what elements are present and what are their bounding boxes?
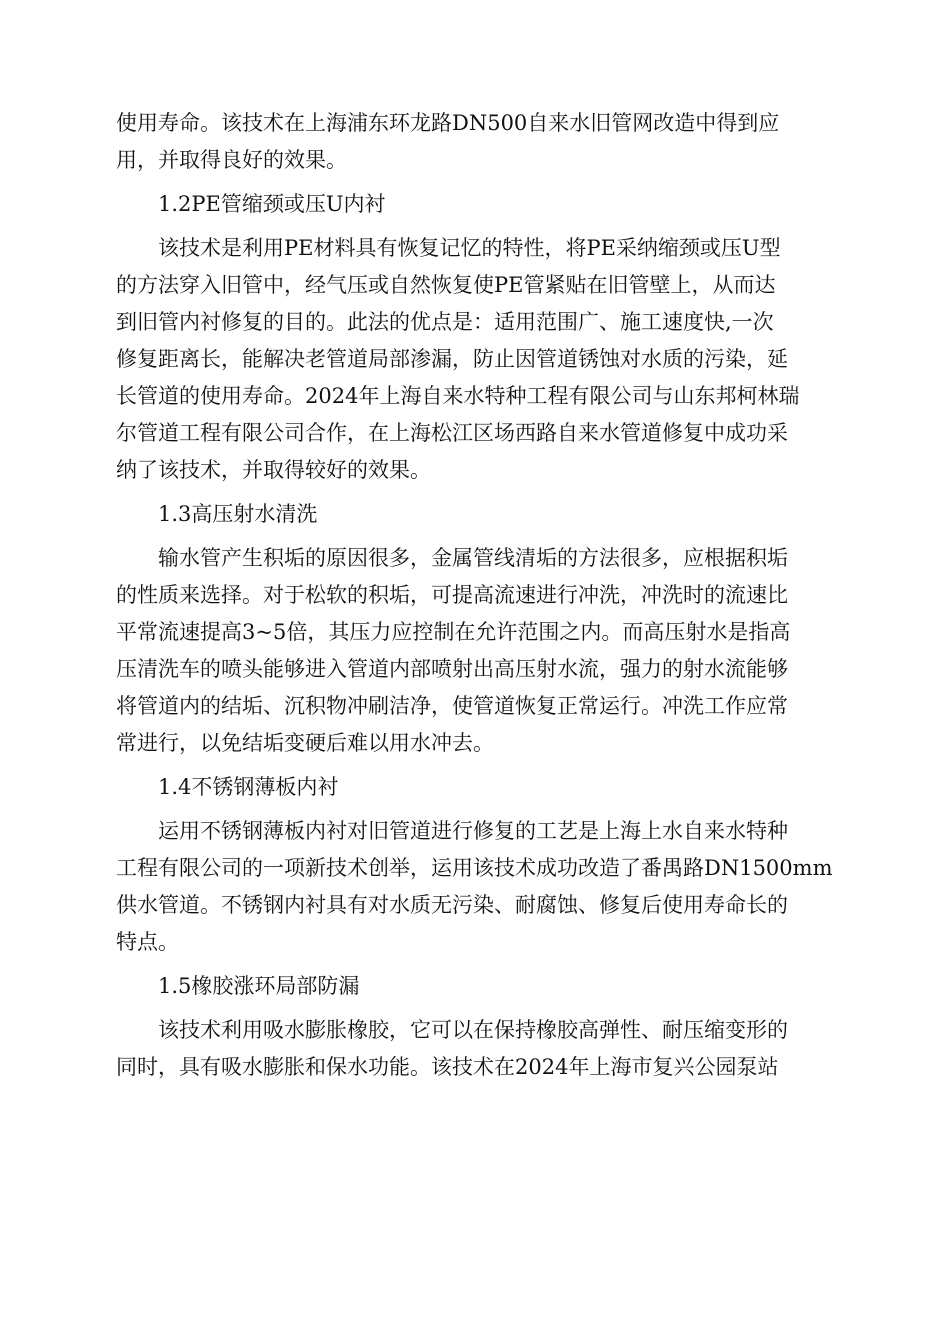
paragraph [116,543,836,758]
paragraph-line: 纳了该技术，并取得较好的效果。 [116,458,431,482]
section-heading: 1.2PE管缩颈或压U内衬 [158,192,386,216]
paragraph-line: 平常流速提高3~5倍，其压力应控制在允许范围之内。而高压射水是指高 [116,620,791,644]
paragraph-line: 尔管道工程有限公司合作，在上海松江区场西路自来水管道修复中成功采 [116,421,788,445]
section-heading: 1.3高压射水清洗 [158,502,318,526]
paragraph-line: 同时，具有吸水膨胀和保水功能。该技术在2024年上海市复兴公园泵站 [116,1055,779,1079]
section-heading: 1.4不锈钢薄板内衬 [158,775,339,799]
paragraph [116,108,836,175]
paragraph-line: 常进行，以免结垢变硬后难以用水冲去。 [116,731,494,755]
paragraph-line: 运用不锈钢薄板内衬对旧管道进行修复的工艺是上海上水自来水特种 [158,819,788,843]
paragraph-line: 输水管产生积垢的原因很多，金属管线清垢的方法很多，应根据积垢 [158,546,788,570]
paragraph [116,816,836,957]
paragraph-line: 该技术利用吸水膨胀橡胶，它可以在保持橡胶高弹性、耐压缩变形的 [158,1018,788,1042]
paragraph-line: 使用寿命。该技术在上海浦东环龙路DN500自来水旧管网改造中得到应 [116,111,780,135]
paragraph-line: 将管道内的结垢、沉积物冲刷洁净，使管道恢复正常运行。冲洗工作应常 [116,694,788,718]
paragraph [116,233,836,485]
paragraph-line: 该技术是利用PE材料具有恢复记忆的特性，将PE采纳缩颈或压U型 [158,236,781,260]
paragraph-line: 用，并取得良好的效果。 [116,148,347,172]
paragraph-line: 供水管道。不锈钢内衬具有对水质无污染、耐腐蚀、修复后使用寿命长的 [116,893,788,917]
paragraph-line: 特点。 [116,930,179,954]
section-heading: 1.5橡胶涨环局部防漏 [158,974,360,998]
paragraph-line: 长管道的使用寿命。2024年上海自来水特种工程有限公司与山东邦柯林瑞 [116,384,800,408]
document-page [116,108,836,1096]
paragraph-line: 的方法穿入旧管中，经气压或自然恢复使PE管紧贴在旧管壁上，从而达 [116,273,776,297]
paragraph-line: 修复距离长，能解决老管道局部渗漏，防止因管道锈蚀对水质的污染，延 [116,347,788,371]
paragraph [116,1015,836,1082]
paragraph-line: 工程有限公司的一项新技术创举，运用该技术成功改造了番禺路DN1500mm [116,856,833,880]
paragraph-line: 到旧管内衬修复的目的。此法的优点是：适用范围广、施工速度快,一次 [116,310,774,334]
paragraph-line: 的性质来选择。对于松软的积垢，可提高流速进行冲洗，冲洗时的流速比 [116,583,788,607]
paragraph-line: 压清洗车的喷头能够进入管道内部喷射出高压射水流，强力的射水流能够 [116,657,788,681]
